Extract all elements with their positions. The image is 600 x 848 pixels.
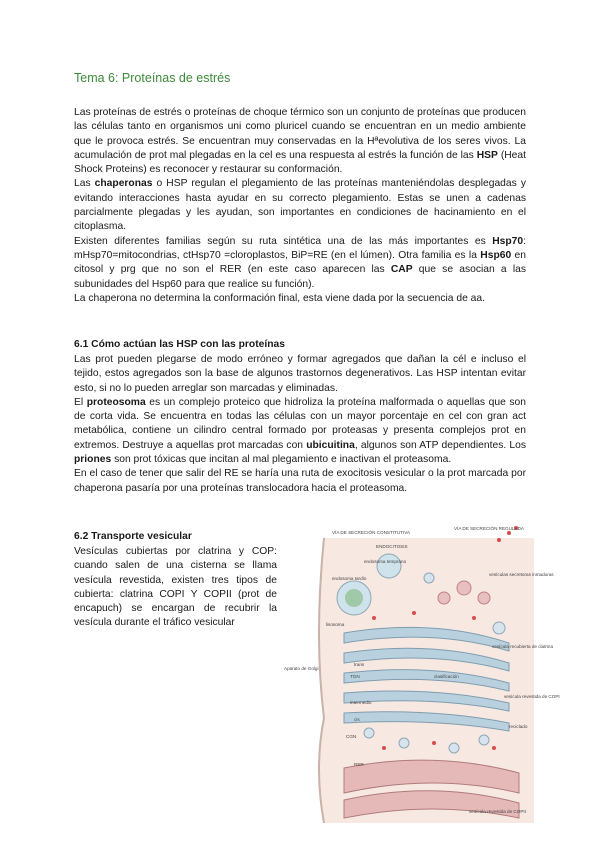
- clathrin-coated-vesicle: [493, 622, 505, 634]
- label-early-endosome: endosoma temprano: [364, 559, 407, 564]
- label-cis: cis: [354, 717, 360, 722]
- cargo-dot: [432, 741, 436, 745]
- vesicular-transport-diagram: [284, 518, 560, 823]
- transport-vesicle: [399, 738, 409, 748]
- transport-vesicle: [364, 728, 374, 738]
- section-1-heading: 6.1 Cómo actúan las HSP con las proteínas: [74, 339, 285, 350]
- secretory-vesicle: [457, 581, 471, 595]
- section-2-heading: 6.2 Transporte vesicular: [74, 531, 192, 542]
- intro-paragraph-2: Las chaperonas o HSP regulan el plegamiento de las proteínas manteniéndolas desplegadas y evitando interacciones hasta ayudar en su correcto plegamiento. Estas se unen a cadenas parcialmente plegadas y les ayudan, son importantes en condiciones de hacinamiento en el citoplasma.: [74, 178, 526, 233]
- cargo-dot: [412, 611, 416, 615]
- cargo-dot: [372, 616, 376, 620]
- label-reciclado: reciclado: [509, 724, 528, 729]
- label-regulated: VÍA DE SECRECIÓN REGULADA: [454, 526, 524, 531]
- label-lysosome: lisosoma: [326, 622, 345, 627]
- transport-vesicle: [449, 743, 459, 753]
- label-secretory-vesicles: vesículas secretoras inmaduras: [489, 572, 554, 577]
- section-2-body: Vesículas cubiertas por clatrina y COP: cuando salen de una cisterna se llama vesícula revestida, existen tres tipos de cubierta: clatrina COPI Y COPII (prot de encapuch) se encargan de recubrir la vesícula durante el tráfico vesicular: [74, 546, 277, 629]
- section-1-paragraph-1: Las prot pueden plegarse de modo erróneo y formar agregados que dañan la cél e incluso el tejido, estos agregados son la base de algunos trastornos degenerativos. Las HSP intentan evitar esto, si no lo pueden arreglar son marcadas y eliminadas.: [74, 354, 526, 394]
- cargo-dot: [507, 531, 511, 535]
- label-golgi: Aparato de Golgi: [284, 666, 319, 671]
- label-rer: RER: [354, 762, 364, 767]
- clathrin-coated-vesicle: [424, 573, 434, 583]
- label-endocytosis: ENDOCITOSIS: [376, 544, 408, 549]
- cargo-dot: [382, 746, 386, 750]
- cargo-dot: [472, 616, 476, 620]
- label-classification: clasificación: [434, 674, 459, 679]
- section-1-paragraph-3: En el caso de tener que salir del RE se haría una ruta de exocitosis vesicular o la prot marcada por chaperona pasaría por una proteínas translocadora hacia el proteasoma.: [74, 468, 526, 494]
- section-1-paragraph-2: El proteosoma es un complejo proteico que hidroliza la proteína malformada o aquellas que son de corta vida. Se encuentra en todas las células con un mayor porcentaje en cel con gran act metabólica, contiene un cilindro central formado por proteasas y presenta complejos prot en extremos. Destruye a aquellas prot marcadas con ubicuitina, algunos son ATP dependientes. Los priones son prot tóxicas que incitan al mal plegamiento e inactivan el proteasoma.: [74, 396, 526, 466]
- section-1-block: [74, 353, 526, 496]
- cargo-dot: [492, 746, 496, 750]
- intro-paragraph-4: La chaperona no determina la conformación final, esta viene dada por la secuencia de aa.: [74, 292, 486, 304]
- secretory-vesicle: [438, 592, 450, 604]
- vesicular-transport-figure: [284, 518, 560, 823]
- transport-vesicle: [479, 735, 489, 745]
- early-endosome: [377, 554, 401, 578]
- label-tgn: TGN: [350, 674, 360, 679]
- intro-block: [74, 106, 526, 306]
- page-title: Tema 6: Proteínas de estrés: [74, 71, 231, 85]
- label-late-endosome: endosoma tardío: [332, 576, 367, 581]
- label-trans: trans: [354, 662, 365, 667]
- lysosome-contents: [345, 589, 363, 607]
- intro-paragraph-1: Las proteínas de estrés o proteínas de choque térmico son un conjunto de proteínas que producen las células tanto en organismos uni como pluricel cuando se encuentran en un medio ambiente que le provoca estrés. Se encuentran muy conservadas en la Hªevolutiva de los seres vivos. La acumulación de prot mal plegadas en la cel es una respuesta al estrés la función de las HSP (Heat Shock Proteins) es reconocer y restaurar su conformación.: [74, 107, 526, 176]
- label-copi: vesícula revestida de COPI: [504, 694, 560, 699]
- secretory-vesicle: [478, 592, 490, 604]
- label-medial: intermedio: [350, 700, 372, 705]
- label-constitutive: VÍA DE SECRECIÓN CONSTITUTIVA: [332, 530, 411, 535]
- intro-paragraph-3: Existen diferentes familias según su ruta sintética una de las más importantes es Hsp70: mHsp70=mitocondrias, ctHsp70 =cloroplastos, BiP=RE (en el lúmen). Otra familia es la Hsp60 en citosol y prg que no son el RER (en este caso aparecen las CAP que se asocian a las subunidades del Hsp60 para que realice su función).: [74, 235, 526, 290]
- cargo-dot: [497, 538, 501, 542]
- label-copii: vesícula revestida de COPII: [469, 809, 526, 814]
- label-clathrin-vesicle: vesícula recubierta de clatrina: [492, 644, 554, 649]
- label-cgn: CGN: [346, 734, 357, 739]
